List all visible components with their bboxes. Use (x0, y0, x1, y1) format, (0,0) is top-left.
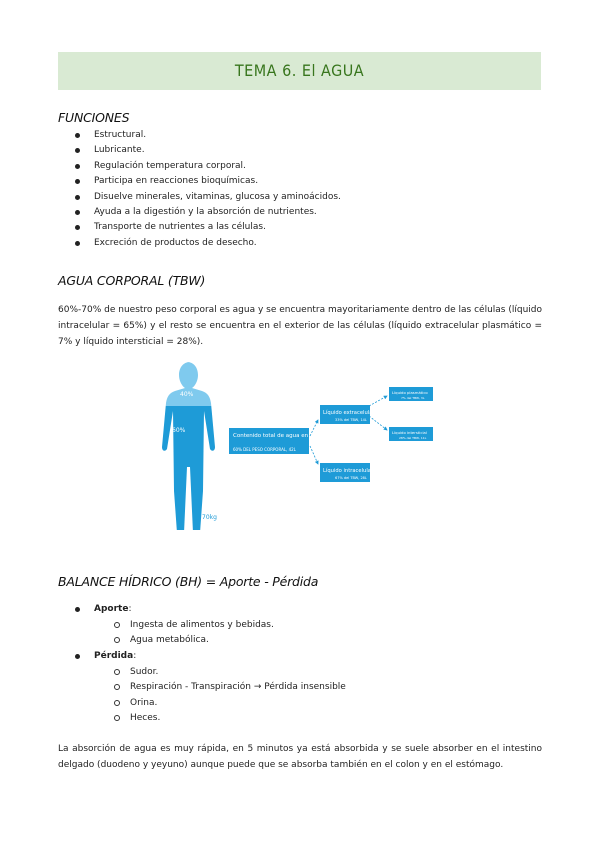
funciones-heading: FUNCIONES (58, 110, 130, 125)
intracellular-title: Líquido intracelular (323, 468, 374, 474)
total-water-title: Contenido total de agua en el cuerpo (TBW) (233, 433, 354, 439)
perdida-sub-item: Orina. (58, 696, 346, 711)
perdida-sub-item: Respiración - Transpiración → Pérdida insensible (58, 680, 346, 695)
aporte-list (58, 602, 131, 617)
funcion-item: Estructural. (58, 128, 341, 143)
aporte-sub-item: Agua metabólica. (58, 633, 274, 648)
arrow-to-interstitial (369, 416, 387, 430)
absorcion-paragraph: La absorción de agua es muy rápida, en 5 minutos ya está absorbida y se suele absorber en el intestino delgado (duodeno y yeyuno) aunque puede que se absorba también en el colon y en el estómago. (58, 744, 542, 770)
extracellular-sub: 33% del TBW, 14L (335, 418, 367, 422)
interstitial-sub: 28% del TBW, 11L (399, 436, 427, 440)
interstitial-title: Líquido intersticial (392, 430, 427, 435)
agua-corporal-heading: AGUA CORPORAL (TBW) (58, 273, 206, 288)
agua-corporal-paragraph: 60%-70% de nuestro peso corporal es agua y se encuentra mayoritariamente dentro de las células (líquido intracelular = 65%) y el resto se encuentra en el exterior de las células (líquido extracelular plasmático = 7% y líquido intersticial = 28%). (58, 305, 542, 347)
aporte-item: Aporte: (58, 602, 131, 617)
perdida-sub-item: Sudor. (58, 665, 346, 680)
aporte-sub-list (58, 618, 274, 649)
funcion-item: Participa en reacciones bioquímicas. (58, 174, 341, 189)
perdida-label: Pérdida (94, 651, 134, 661)
perdida-list (58, 649, 136, 664)
funcion-item: Regulación temperatura corporal. (58, 159, 341, 174)
funcion-item: Excreción de productos de desecho. (58, 236, 341, 251)
perdida-sub-item: Heces. (58, 711, 346, 726)
funcion-item: Lubricante. (58, 143, 341, 158)
extracellular-title: Líquido extracelular (323, 410, 375, 416)
label-40-percent: 40% (180, 391, 194, 398)
funcion-item: Transporte de nutrientes a las células. (58, 220, 341, 235)
arrow-to-plasma (369, 396, 387, 406)
aporte-sub-item: Ingesta de alimentos y bebidas. (58, 618, 274, 633)
weight-label: 70kg (202, 514, 217, 521)
plasma-sub: 7% del TBW, 3L (401, 396, 425, 400)
funcion-item: Ayuda a la digestión y la absorción de nutrientes. (58, 205, 341, 220)
body-extracellular-fill (150, 360, 230, 406)
funcion-item: Disuelve minerales, vitaminas, glucosa y aminoácidos. (58, 190, 341, 205)
page-title: TEMA 6. El AGUA (234, 61, 365, 80)
balance-heading: BALANCE HÍDRICO (BH) = Aporte - Pérdida (58, 574, 319, 589)
intracellular-sub: 67% del TBW, 28L (335, 476, 367, 480)
funciones-list (58, 128, 341, 251)
plasma-title: Líquido plasmático (392, 390, 428, 395)
arrow-to-intracellular (310, 446, 318, 464)
title-banner (58, 52, 541, 90)
body-intracellular-fill (150, 406, 230, 530)
label-60-percent: 60% (172, 427, 186, 434)
body-water-diagram (150, 360, 450, 530)
total-water-sub: 60% DEL PESO CORPORAL, 42L (233, 447, 296, 452)
human-figure (150, 360, 230, 530)
aporte-label: Aporte (94, 604, 129, 614)
perdida-sub-list (58, 665, 346, 727)
perdida-item: Pérdida: (58, 649, 136, 664)
